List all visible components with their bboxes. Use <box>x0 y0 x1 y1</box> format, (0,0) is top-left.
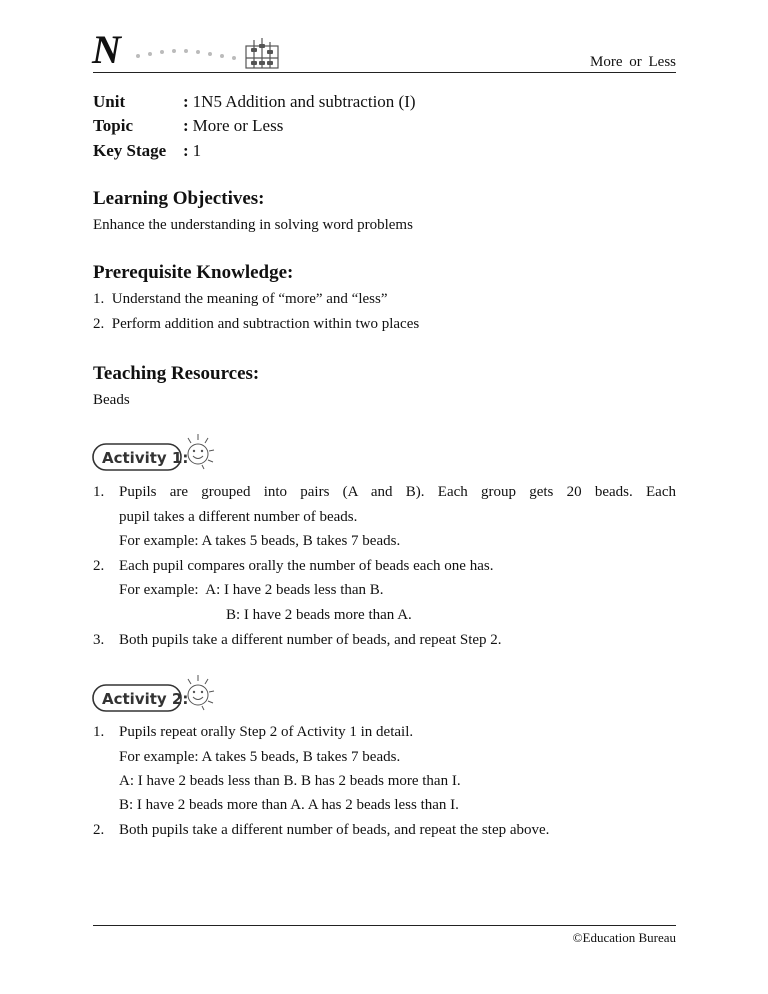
step-number: 2. <box>93 558 105 574</box>
prereq-item-text: Understand the meaning of “more” and “less” <box>111 291 388 307</box>
meta-key: Unit <box>93 92 126 111</box>
abacus-logo-icon <box>134 38 284 72</box>
activity-2-step <box>93 724 676 819</box>
prereq-item: 1. Understand the meaning of “more” and “less” <box>93 291 388 307</box>
step-text: Pupils are grouped into pairs (A and B). Each group gets 20 beads. Each <box>119 484 676 500</box>
resources-heading: Teaching Resources: <box>93 363 260 384</box>
prereq-heading: Prerequisite Knowledge: <box>93 262 294 283</box>
activity-2-badge <box>92 673 217 715</box>
meta-value: More or Less <box>192 116 284 135</box>
prereq-item: 2. Perform addition and subtraction within two places <box>93 316 420 332</box>
objectives-text: Enhance the understanding in solving word problems <box>93 217 413 233</box>
meta-key: Topic <box>93 116 134 135</box>
step-text: pupil takes a different number of beads. <box>119 509 358 525</box>
step-number: 3. <box>93 632 105 648</box>
activity-1-step <box>93 484 676 554</box>
footer-copyright: ©Education Bureau <box>572 930 676 945</box>
activity-2-label: Activity 2: <box>102 690 189 708</box>
page-header-title: More or Less <box>590 54 676 70</box>
prereq-item-text: Perform addition and subtraction within two places <box>111 316 420 332</box>
step-text: For example: A: I have 2 beads less than B. <box>119 582 384 598</box>
header-rule <box>93 72 676 73</box>
objectives-heading: Learning Objectives: <box>93 188 265 209</box>
logo-letter: N <box>92 27 121 72</box>
step-text: Both pupils take a different number of beads, and repeat the step above. <box>119 822 550 838</box>
activity-1-step <box>93 632 676 652</box>
step-text: B: I have 2 beads more than A. <box>226 607 412 623</box>
meta-value: 1N5 Addition and subtraction (I) <box>192 92 416 111</box>
activity-1-label: Activity 1: <box>102 449 189 467</box>
step-text: Each pupil compares orally the number of beads each one has. <box>119 558 494 574</box>
meta-topic: Topic : More or Less <box>93 116 284 135</box>
step-number: 2. <box>93 822 105 838</box>
step-text: Pupils repeat orally Step 2 of Activity 1 in detail. <box>119 724 414 740</box>
resources-text: Beads <box>93 392 130 408</box>
meta-key-stage: Key Stage : 1 <box>93 141 202 160</box>
footer-rule <box>93 925 676 926</box>
step-text: Both pupils take a different number of beads, and repeat Step 2. <box>119 632 502 648</box>
meta-value: 1 <box>192 141 202 160</box>
activity-1-badge <box>92 432 217 474</box>
step-number: 1. <box>93 484 105 500</box>
step-number: 1. <box>93 724 105 740</box>
meta-unit: Unit : 1N5 Addition and subtraction (I) <box>93 92 416 111</box>
activity-1-step <box>93 558 676 628</box>
step-text: For example: A takes 5 beads, B takes 7 beads. <box>119 749 401 765</box>
meta-key: Key Stage <box>93 141 167 160</box>
step-text: For example: A takes 5 beads, B takes 7 beads. <box>119 533 401 549</box>
activity-2-step <box>93 822 676 842</box>
step-text: A: I have 2 beads less than B. B has 2 beads more than I. <box>119 773 461 789</box>
step-text: B: I have 2 beads more than A. A has 2 beads less than I. <box>119 797 459 813</box>
